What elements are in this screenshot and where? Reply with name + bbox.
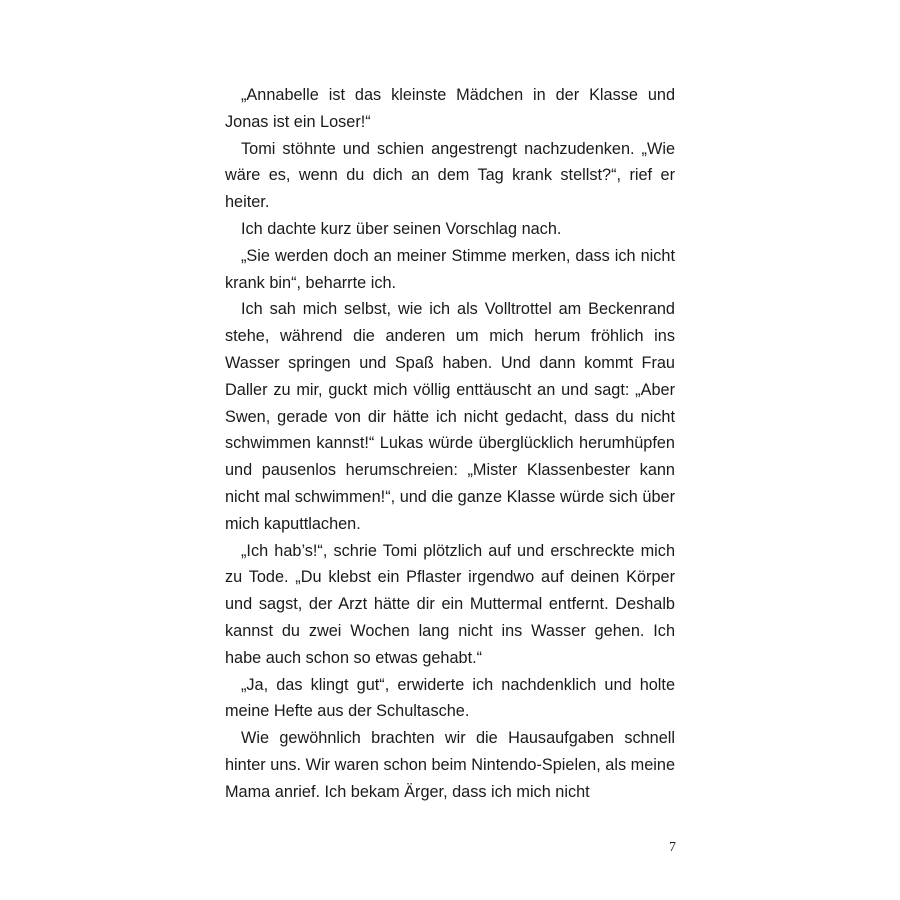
paragraph-3: Ich dachte kurz über seinen Vorschlag nach. bbox=[241, 219, 562, 238]
paragraph-6: „Ich hab’s!“, schrie Tomi plötzlich auf und erschreckte mich zu Tode. „Du klebst ein Pflaster irgendwo auf deinen Körper und sagst, der Arzt hätte dir ein Muttermal entfernt. Deshalb kannst du zwei Wochen lang nicht ins Wasser gehen. Ich habe auch schon so etwas gehabt.“ bbox=[225, 541, 675, 667]
paragraph-1: „Annabelle ist das kleinste Mädchen in der Klasse und Jonas ist ein Loser!“ bbox=[225, 86, 675, 131]
paragraph-2: Tomi stöhnte und schien angestrengt nachzudenken. „Wie wäre es, wenn du dich an dem Tag krank stellst?“, rief er heiter. bbox=[225, 139, 675, 212]
paragraph-5: Ich sah mich selbst, wie ich als Volltrottel am Beckenrand stehe, während die anderen um mich herum fröhlich ins Wasser springen und Spaß haben. Und dann kommt Frau Daller zu mir, guckt mich völlig enttäuscht an und sagt: „Aber Swen, gerade von dir hätte ich nicht gedacht, dass du nicht schwimmen kannst!“ Lukas würde überglücklich herumhüpfen und pausenlos herumschreien: „Mister Klassenbester kann nicht mal schwimmen!“, und die ganze Klasse würde sich über mich kaputtlachen. bbox=[225, 300, 675, 533]
page-number: 7 bbox=[669, 840, 676, 855]
paragraph-8: Wie gewöhnlich brachten wir die Hausaufgaben schnell hinter uns. Wir waren schon beim Nintendo-Spielen, als meine Mama anrief. Ich bekam Ärger, dass ich mich nicht bbox=[225, 729, 675, 801]
paragraph-4: „Sie werden doch an meiner Stimme merken, dass ich nicht krank bin“, beharrte ich. bbox=[225, 246, 675, 292]
body-text bbox=[225, 82, 675, 806]
paragraph-7: „Ja, das klingt gut“, erwiderte ich nachdenklich und holte meine Hefte aus der Schultasche. bbox=[225, 675, 675, 721]
